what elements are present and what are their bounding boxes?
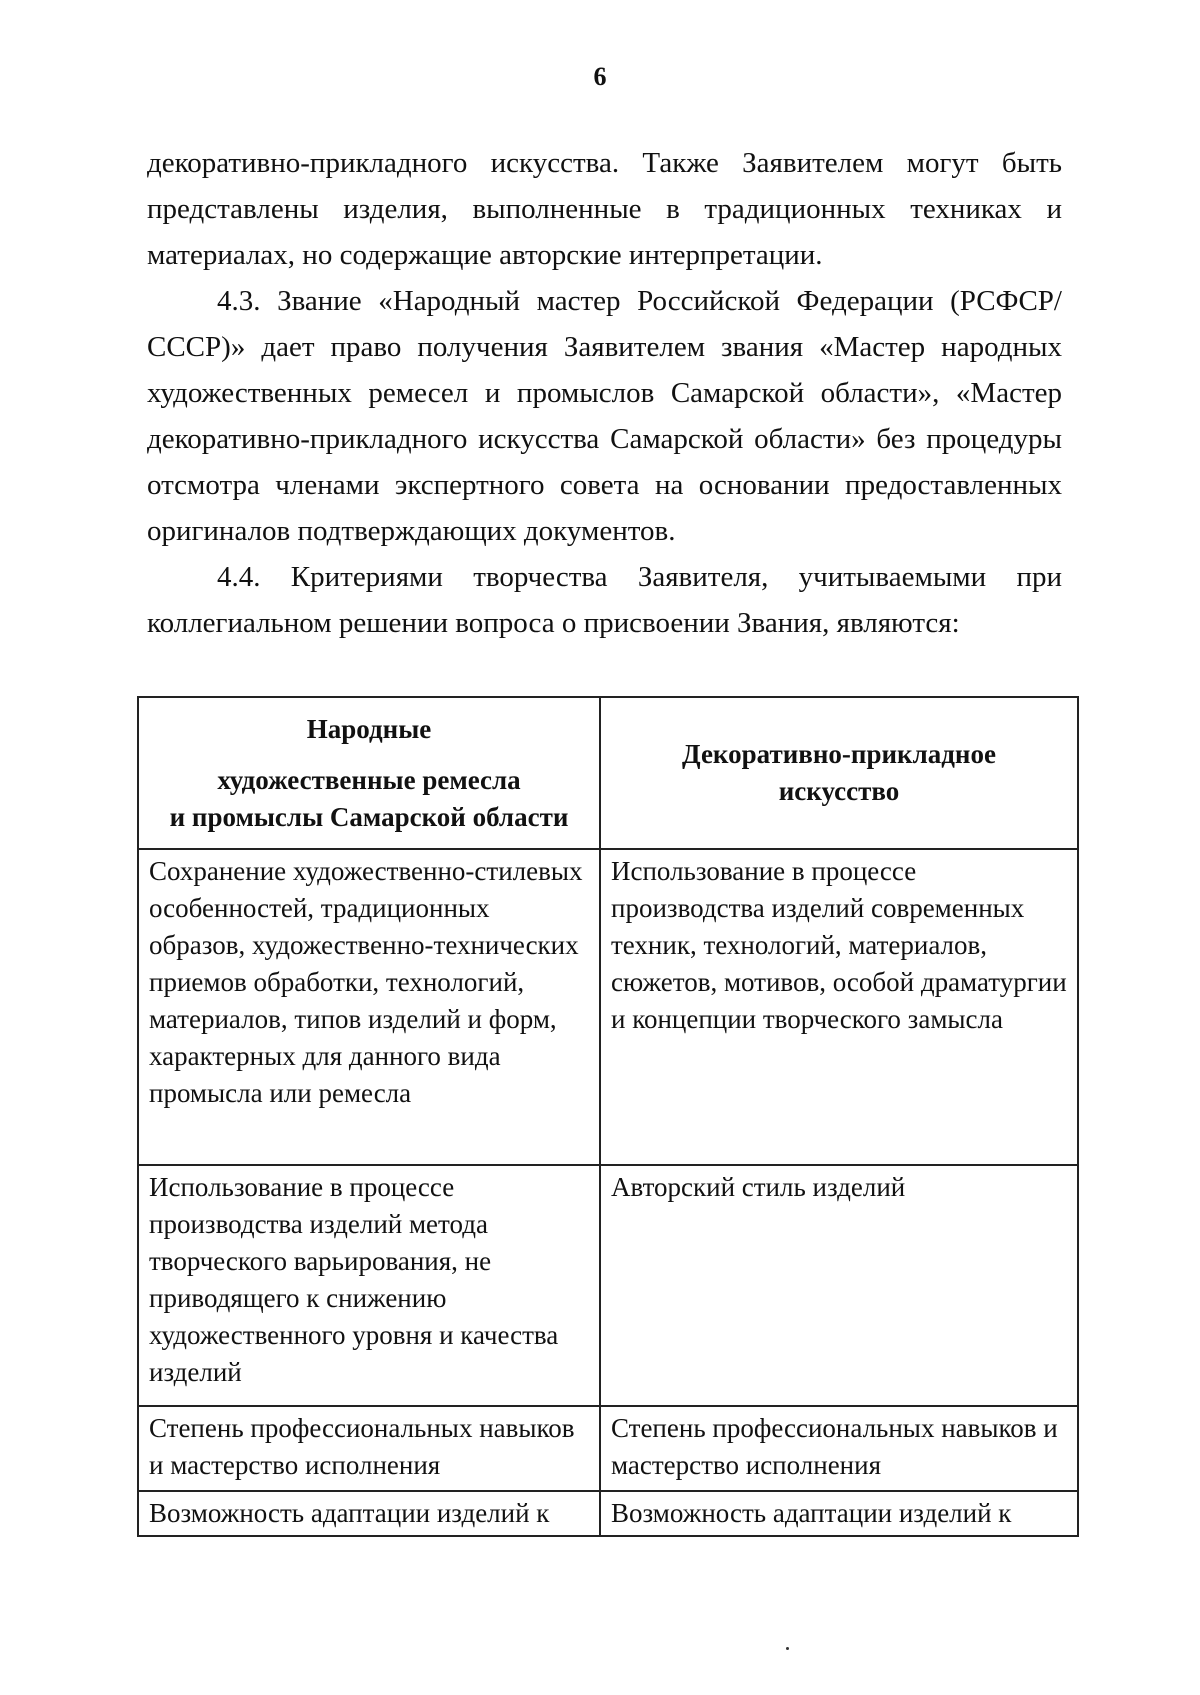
table-cell: Использование в процессе производства изделий метода творческого варьирования, не приводящего к снижению художественного уровня и качества изделий [138, 1165, 600, 1406]
table-cell: Степень профессиональных навыков и мастерство исполнения [138, 1406, 600, 1491]
header-folk-crafts [138, 697, 600, 849]
paragraph-4-2-line-3: материалах, но содержащие авторские интерпретации. [147, 239, 823, 271]
table-row [138, 1406, 1078, 1491]
paragraph-4-3: 4.3. Звание «Народный мастер Российской Федерации (РСФСР/СССР)» дает право получения Заявителем звания «Мастер народных художественных ремесел и промыслов Самарской области», «Мастер декоративно-прикладного искусства Самарской области» без процедуры отсмотра членами экспертного совета на основании предоставленных оригиналов подтверждающих документов. [147, 285, 1062, 547]
table-cell: Авторский стиль изделий [600, 1165, 1078, 1406]
table-cell: Возможность адаптации изделий к [138, 1491, 600, 1536]
table-cell: Сохранение художественно-стилевых особенностей, традиционных образов, художественно-технических приемов обработки, технологий, материалов, типов изделий и форм, характерных для данного вида промысла или ремесла [138, 849, 600, 1165]
header-decorative-art-line-1: Декоративно-прикладное [682, 739, 996, 769]
table-row [138, 1165, 1078, 1406]
paragraph-4-4: 4.4. Критериями творчества Заявителя, учитываемыми при коллегиальном решении вопроса о присвоении Звания, являются: [147, 561, 1062, 639]
table-header-row [138, 697, 1078, 849]
header-decorative-art-line-2: искусство [778, 776, 900, 806]
scan-speck [786, 1647, 789, 1650]
page-number: 6 [593, 62, 607, 91]
table-cell: Степень профессиональных навыков и мастерство исполнения [600, 1406, 1078, 1491]
header-folk-crafts-line-2: художественные ремесла [217, 764, 521, 795]
table-row [138, 1491, 1078, 1536]
header-decorative-art [600, 697, 1078, 849]
table-row [138, 849, 1078, 1165]
paragraph-4-2-line-1: декоративно-прикладного искусства. Также Заявителем могут быть [147, 147, 1062, 179]
table-cell: Использование в процессе производства изделий современных техник, технологий, материалов, сюжетов, мотивов, особой драматургии и концепции творческого замысла [600, 849, 1078, 1165]
criteria-table [137, 696, 1079, 1537]
header-folk-crafts-line-3: и промыслы Самарской области [169, 801, 569, 832]
paragraph-4-2-line-2: представлены изделия, выполненные в традиционных техниках и [147, 193, 1062, 225]
body-text [147, 140, 1062, 646]
header-folk-crafts-line-1: Народные [306, 713, 432, 744]
table-cell: Возможность адаптации изделий к [600, 1491, 1078, 1536]
